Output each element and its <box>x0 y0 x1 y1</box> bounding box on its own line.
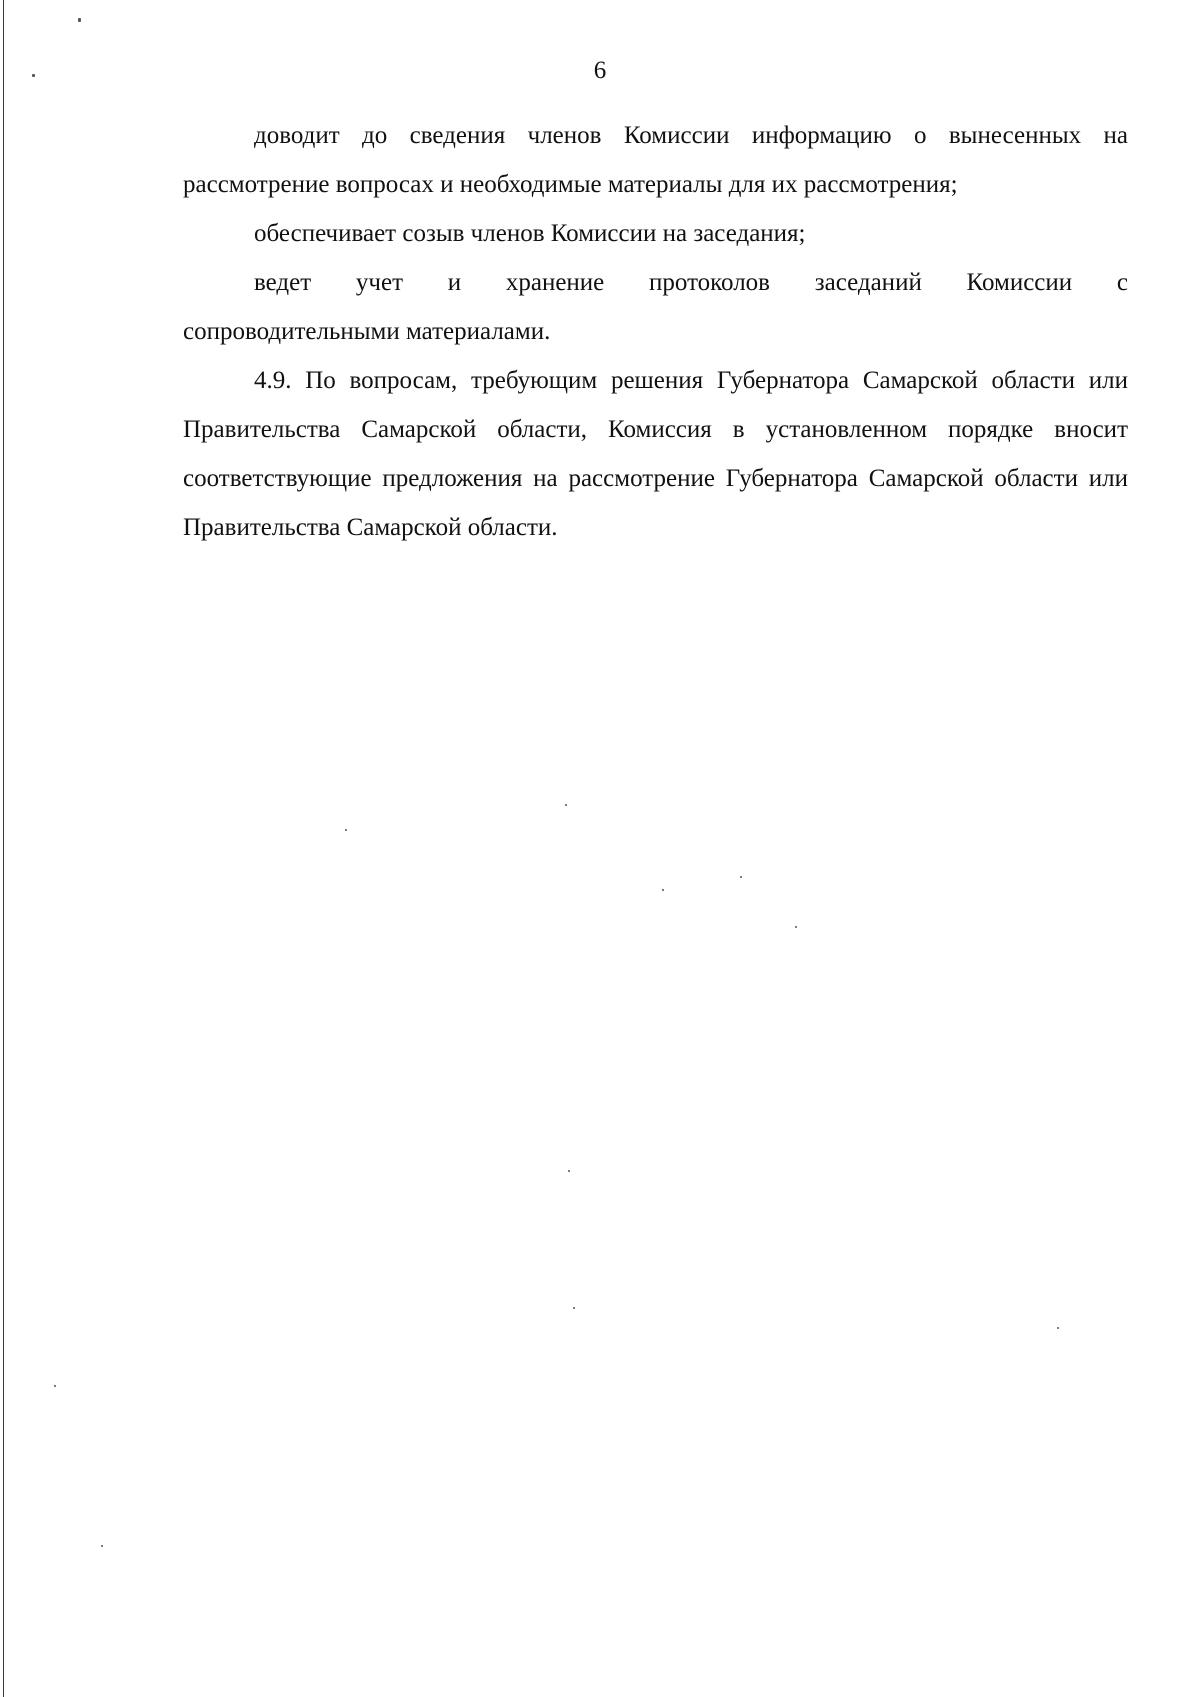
scan-speck <box>1057 1327 1059 1329</box>
paragraph: обеспечивает созыв членов Комиссии на заседания; <box>254 220 806 247</box>
document-body <box>183 111 1128 552</box>
scan-speck <box>345 829 347 831</box>
scan-speck <box>101 1545 103 1547</box>
scan-speck <box>740 876 742 878</box>
paragraph: сопроводительными материалами. <box>183 318 551 345</box>
scan-speck <box>662 889 664 891</box>
scan-speck <box>568 1170 570 1172</box>
paragraph: доводит до сведения членов Комиссии информацию о вынесенных на рассмотрение вопросах и необходимые материалы для их рассмотрения; <box>183 122 1128 198</box>
scan-left-edge <box>3 0 4 1697</box>
paragraph: 4.9. По вопросам, требующим решения Губернатора Самарской области или Правительства Самарской области, Комиссия в установленном порядке вносит соответствующие предложения на рассмотрение Губернатора Самарской области или Правительства Самарской области. <box>183 367 1128 541</box>
scan-speck <box>573 1307 575 1309</box>
scan-speck <box>565 804 567 806</box>
scan-speck <box>78 18 81 22</box>
page-number: 6 <box>593 57 607 84</box>
scan-speck <box>54 1385 56 1387</box>
paragraph: ведет учет и хранение протоколов заседаний Комиссии с <box>254 269 1128 296</box>
scan-speck <box>795 926 797 928</box>
